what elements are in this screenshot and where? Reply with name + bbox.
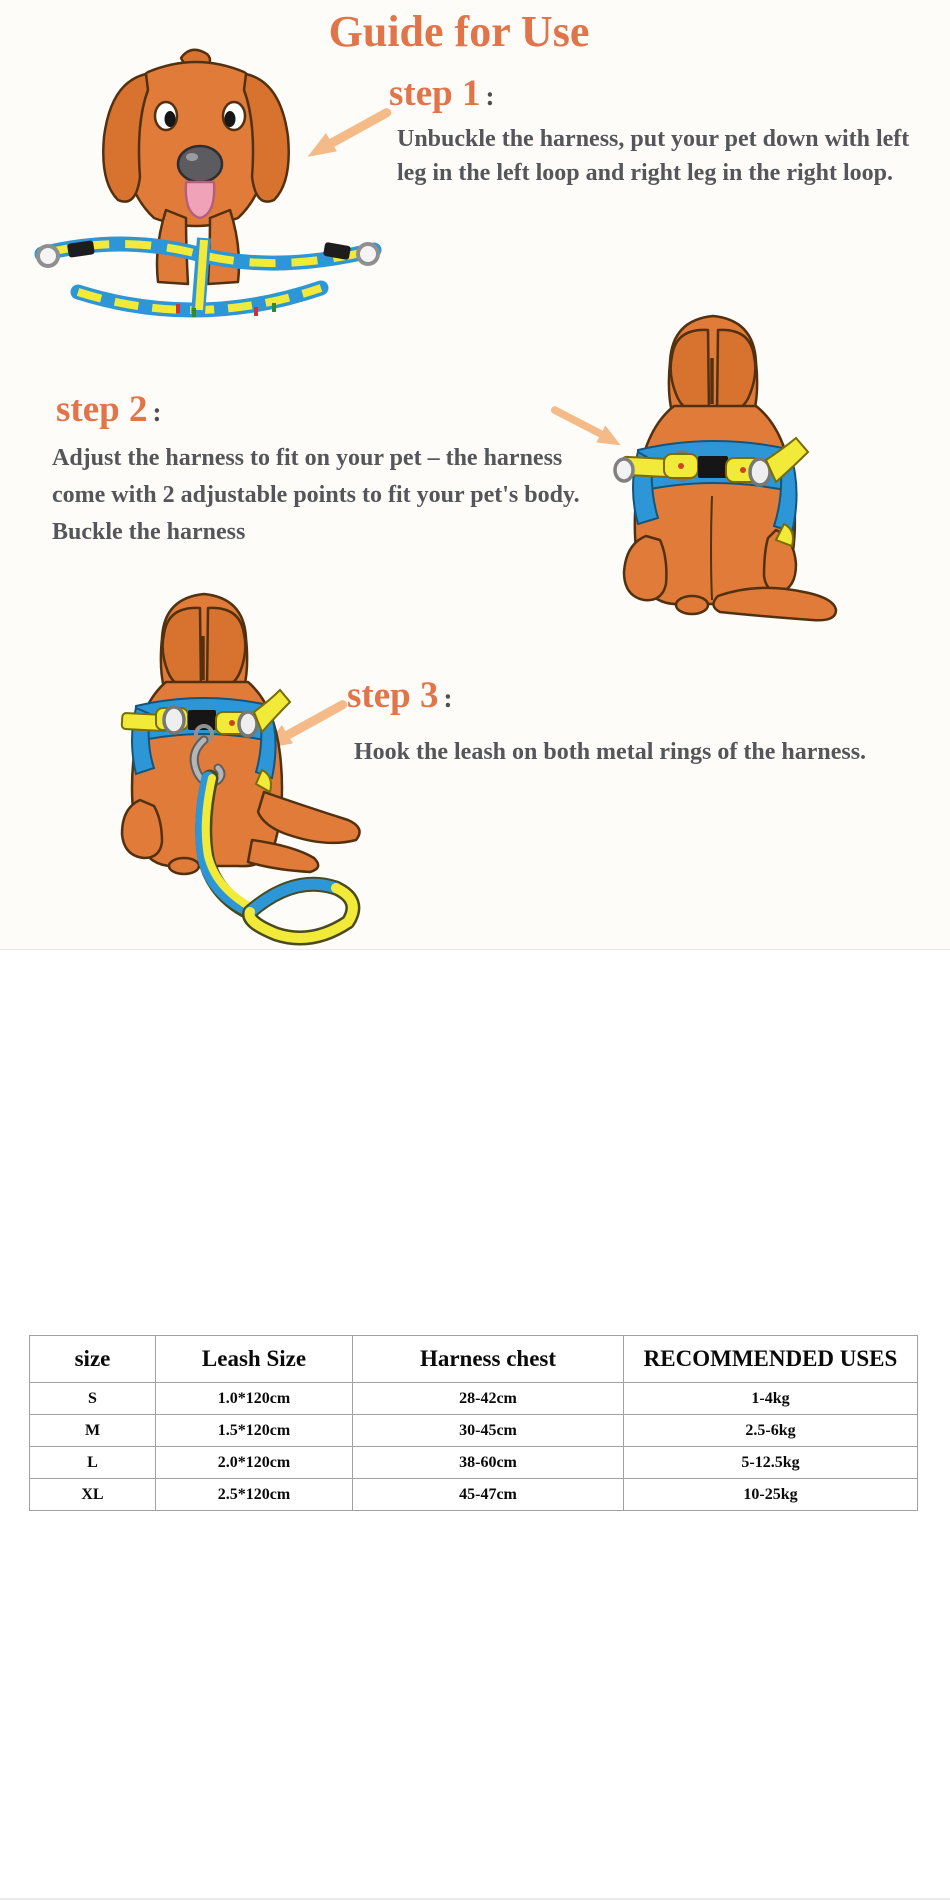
step-2-heading bbox=[56, 388, 161, 434]
cell-recommended-uses: 1-4kg bbox=[624, 1383, 918, 1415]
text-line: Adjust the harness to fit on your pet – the harness bbox=[52, 445, 563, 471]
cell-size: S bbox=[30, 1383, 156, 1415]
step-3-label: step 3 bbox=[347, 675, 439, 716]
cell-harness-chest: 45-47cm bbox=[353, 1479, 624, 1511]
size-chart-table bbox=[29, 1335, 918, 1511]
text-line: Buckle the harness bbox=[52, 519, 246, 545]
step-1-heading bbox=[389, 72, 494, 118]
metal-ring bbox=[38, 246, 58, 266]
table-row-l bbox=[30, 1447, 918, 1479]
col-header-recommended-uses: RECOMMENDED USES bbox=[624, 1336, 918, 1383]
col-header-harness-chest: Harness chest bbox=[353, 1336, 624, 1383]
col-header-leash-size: Leash Size bbox=[156, 1336, 353, 1383]
text-line: come with 2 adjustable points to fit your pet's body. bbox=[52, 482, 580, 508]
metal-ring bbox=[239, 712, 257, 736]
text-line: Hook the leash on both metal rings of the harness. bbox=[354, 739, 867, 765]
cell-harness-chest: 38-60cm bbox=[353, 1447, 624, 1479]
text-line: Unbuckle the harness, put your pet down with left bbox=[397, 126, 910, 152]
step-2-colon: : bbox=[152, 397, 162, 427]
cell-leash-size: 1.5*120cm bbox=[156, 1415, 353, 1447]
table-header-row bbox=[30, 1336, 918, 1383]
col-header-size: size bbox=[30, 1336, 156, 1383]
cell-size: L bbox=[30, 1447, 156, 1479]
cell-size: XL bbox=[30, 1479, 156, 1511]
step-1-label: step 1 bbox=[389, 73, 481, 114]
table-row-xl bbox=[30, 1479, 918, 1511]
dog-leash-illustration bbox=[104, 582, 376, 952]
step-2-label: step 2 bbox=[56, 389, 148, 430]
step-3-colon: : bbox=[443, 683, 453, 713]
page-title: Guide for Use bbox=[328, 7, 590, 56]
cell-harness-chest: 30-45cm bbox=[353, 1415, 624, 1447]
metal-ring bbox=[615, 459, 633, 481]
cell-size: M bbox=[30, 1415, 156, 1447]
cell-leash-size: 2.5*120cm bbox=[156, 1479, 353, 1511]
metal-ring bbox=[358, 244, 378, 264]
dog-nose bbox=[178, 146, 222, 182]
metal-ring bbox=[164, 707, 184, 733]
dog-front-harness-illustration bbox=[26, 42, 391, 342]
cell-recommended-uses: 2.5-6kg bbox=[624, 1415, 918, 1447]
step-1-text bbox=[397, 122, 909, 190]
cell-recommended-uses: 10-25kg bbox=[624, 1479, 918, 1511]
cell-recommended-uses: 5-12.5kg bbox=[624, 1447, 918, 1479]
cell-leash-size: 2.0*120cm bbox=[156, 1447, 353, 1479]
arrow-down-left-icon bbox=[302, 104, 394, 162]
cell-harness-chest: 28-42cm bbox=[353, 1383, 624, 1415]
step-2-text bbox=[52, 440, 580, 551]
text-line: leg in the left loop and right leg in the right loop. bbox=[397, 160, 894, 186]
table-row-s bbox=[30, 1383, 918, 1415]
table-row-m bbox=[30, 1415, 918, 1447]
harness-buckle bbox=[698, 456, 728, 478]
cell-leash-size: 1.0*120cm bbox=[156, 1383, 353, 1415]
step-1-colon: : bbox=[485, 81, 495, 111]
dog-back-harness-illustration bbox=[608, 300, 843, 632]
step-3-text bbox=[354, 735, 866, 769]
